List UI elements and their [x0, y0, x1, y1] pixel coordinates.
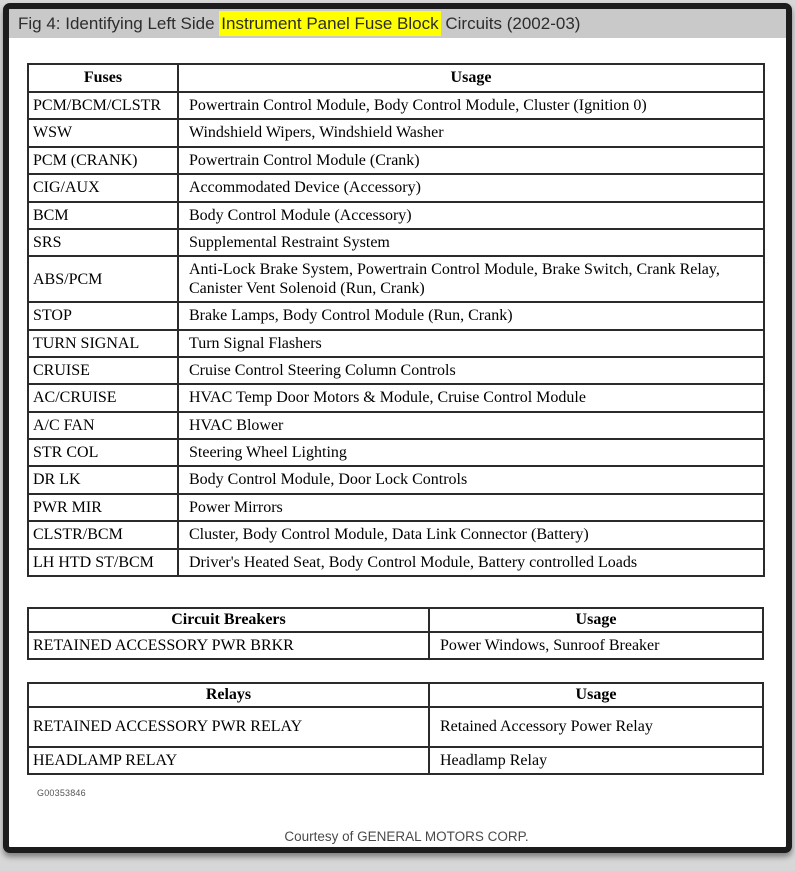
table-row — [28, 494, 764, 521]
relays-table-header-row — [28, 683, 763, 707]
label-cell: DR LK — [28, 466, 178, 493]
label-cell: PWR MIR — [28, 494, 178, 521]
breakers-table-header-row — [28, 608, 763, 632]
usage-cell: Powertrain Control Module (Crank) — [178, 147, 764, 174]
table-row — [28, 92, 764, 119]
table-row — [28, 357, 764, 384]
figure-title-highlight: Instrument Panel Fuse Block — [219, 11, 440, 36]
usage-cell: Headlamp Relay — [429, 747, 763, 774]
table-row — [28, 384, 764, 411]
usage-cell: Powertrain Control Module, Body Control Module, Cluster (Ignition 0) — [178, 92, 764, 119]
relays-column-header: Relays — [28, 683, 429, 707]
usage-cell: Turn Signal Flashers — [178, 330, 764, 357]
table-row — [28, 256, 764, 302]
usage-cell: Body Control Module, Door Lock Controls — [178, 466, 764, 493]
table-row — [28, 330, 764, 357]
credit-line: Courtesy of GENERAL MOTORS CORP. — [284, 829, 529, 845]
label-cell: PCM (CRANK) — [28, 147, 178, 174]
usage-column-header: Usage — [178, 64, 764, 92]
label-cell: PCM/BCM/CLSTR — [28, 92, 178, 119]
usage-cell: Cluster, Body Control Module, Data Link Connector (Battery) — [178, 521, 764, 548]
table-row — [28, 147, 764, 174]
relays-table — [27, 682, 764, 775]
label-cell: AC/CRUISE — [28, 384, 178, 411]
usage-cell: Anti-Lock Brake System, Powertrain Control Module, Brake Switch, Crank Relay, Canister Vent Solenoid (Run, Crank) — [178, 256, 764, 302]
table-row — [28, 439, 764, 466]
usage-cell: Cruise Control Steering Column Controls — [178, 357, 764, 384]
table-row — [28, 466, 764, 493]
usage-cell: Brake Lamps, Body Control Module (Run, Crank) — [178, 302, 764, 329]
circuit-breakers-table — [27, 607, 764, 660]
label-cell: A/C FAN — [28, 412, 178, 439]
label-cell: STR COL — [28, 439, 178, 466]
label-cell: RETAINED ACCESSORY PWR RELAY — [28, 707, 429, 746]
usage-cell: Body Control Module (Accessory) — [178, 202, 764, 229]
usage-cell: Steering Wheel Lighting — [178, 439, 764, 466]
usage-column-header: Usage — [429, 608, 763, 632]
circuit-breakers-column-header: Circuit Breakers — [28, 608, 429, 632]
fuses-table — [27, 63, 765, 577]
table-row — [28, 302, 764, 329]
fuses-table-header-row — [28, 64, 764, 92]
label-cell: SRS — [28, 229, 178, 256]
label-cell: LH HTD ST/BCM — [28, 549, 178, 576]
figure-page — [3, 3, 792, 853]
usage-cell: HVAC Blower — [178, 412, 764, 439]
figure-id: G00353846 — [37, 788, 86, 799]
label-cell: BCM — [28, 202, 178, 229]
label-cell: CLSTR/BCM — [28, 521, 178, 548]
figure-content — [9, 38, 786, 844]
usage-cell: Power Windows, Sunroof Breaker — [429, 632, 763, 659]
label-cell: HEADLAMP RELAY — [28, 747, 429, 774]
table-row — [28, 707, 763, 746]
figure-title-prefix: Fig 4: Identifying Left Side — [18, 14, 220, 33]
label-cell: ABS/PCM — [28, 256, 178, 302]
label-cell: CRUISE — [28, 357, 178, 384]
table-row — [28, 202, 764, 229]
usage-cell: Windshield Wipers, Windshield Washer — [178, 119, 764, 146]
label-cell: WSW — [28, 119, 178, 146]
table-row — [28, 119, 764, 146]
fuses-column-header: Fuses — [28, 64, 178, 92]
figure-title-bar — [9, 9, 786, 38]
label-cell: TURN SIGNAL — [28, 330, 178, 357]
table-row — [28, 747, 763, 774]
usage-cell: Power Mirrors — [178, 494, 764, 521]
usage-cell: Driver's Heated Seat, Body Control Module, Battery controlled Loads — [178, 549, 764, 576]
table-row — [28, 412, 764, 439]
usage-cell: Supplemental Restraint System — [178, 229, 764, 256]
usage-column-header: Usage — [429, 683, 763, 707]
usage-cell: HVAC Temp Door Motors & Module, Cruise Control Module — [178, 384, 764, 411]
label-cell: CIG/AUX — [28, 174, 178, 201]
label-cell: STOP — [28, 302, 178, 329]
table-row — [28, 549, 764, 576]
usage-cell: Retained Accessory Power Relay — [429, 707, 763, 746]
usage-cell: Accommodated Device (Accessory) — [178, 174, 764, 201]
table-row — [28, 174, 764, 201]
table-row — [28, 521, 764, 548]
figure-title-suffix: Circuits (2002-03) — [440, 14, 581, 33]
table-row — [28, 229, 764, 256]
table-row — [28, 632, 763, 659]
label-cell: RETAINED ACCESSORY PWR BRKR — [28, 632, 429, 659]
